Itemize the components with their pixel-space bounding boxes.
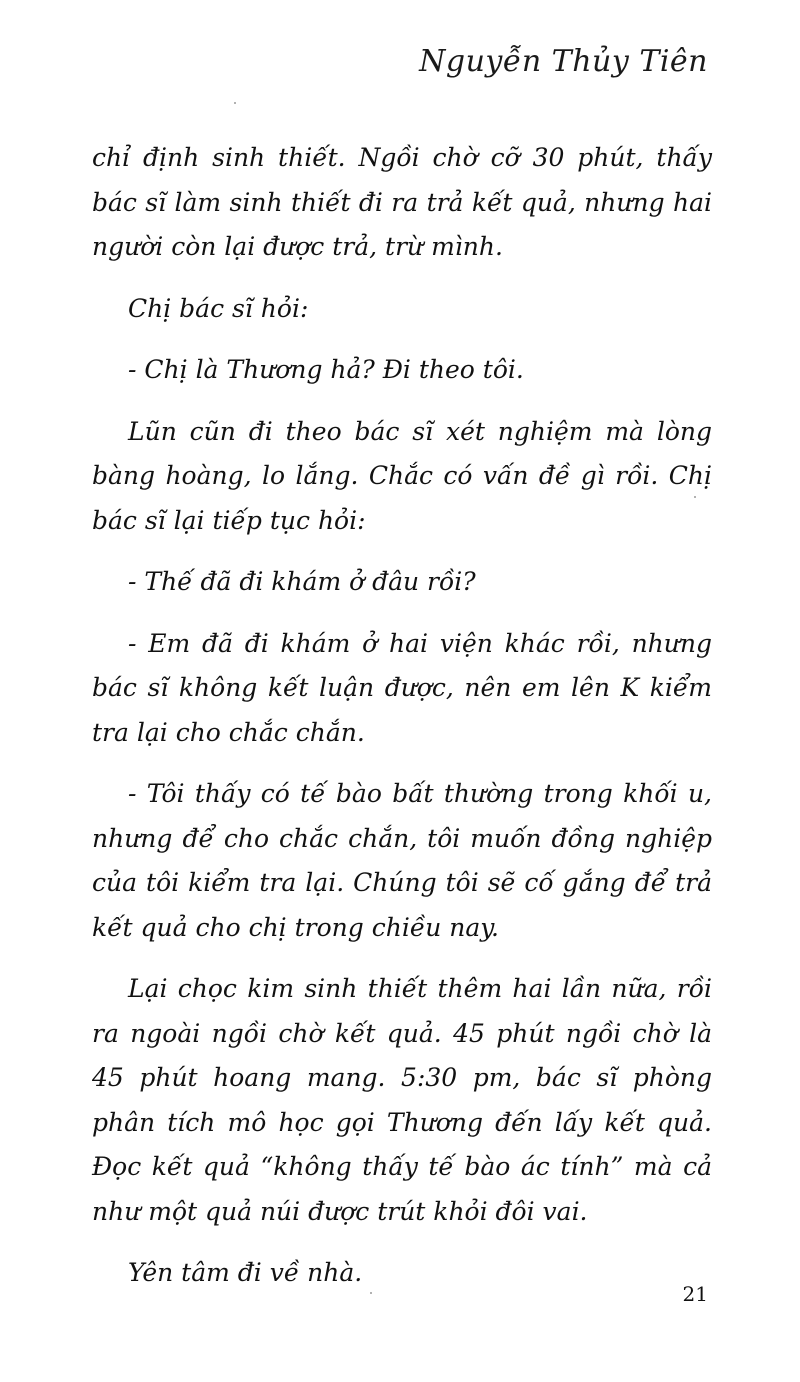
- running-head-author: Nguyễn Thủy Tiên: [419, 44, 708, 79]
- body-text: [92, 136, 712, 1313]
- print-speck: [694, 496, 696, 498]
- print-speck: [234, 102, 236, 104]
- paragraph-6: - Em đã đi khám ở hai viện khác rồi, nhưng bác sĩ không kết luận được, nên em lên K kiểm tra lại cho chắc chắn.: [92, 628, 712, 747]
- page-number: 21: [682, 1282, 708, 1306]
- paragraph-5: - Thế đã đi khám ở đâu rồi?: [128, 567, 476, 596]
- paragraph-4: Lũn cũn đi theo bác sĩ xét nghiệm mà lòng bàng hoàng, lo lắng. Chắc có vấn đề gì rồi. Chị bác sĩ lại tiếp tục hỏi:: [92, 416, 712, 535]
- paragraph-2: Chị bác sĩ hỏi:: [128, 293, 309, 323]
- paragraph-7: - Tôi thấy có tế bào bất thường trong khối u, nhưng để cho chắc chắn, tôi muốn đồng nghiệp của tôi kiểm tra lại. Chúng tôi sẽ cố gắng để trả kết quả cho chị trong chiều nay.: [92, 779, 712, 942]
- paragraph-1: chỉ định sinh thiết. Ngồi chờ cỡ 30 phút, thấy bác sĩ làm sinh thiết đi ra trả kết quả, nhưng hai người còn lại được trả, trừ mình.: [92, 143, 712, 261]
- print-speck: [370, 1292, 372, 1294]
- paragraph-3: - Chị là Thương hả? Đi theo tôi.: [128, 355, 524, 384]
- paragraph-9: Yên tâm đi về nhà.: [128, 1258, 363, 1287]
- paragraph-8: Lại chọc kim sinh thiết thêm hai lần nữa, rồi ra ngoài ngồi chờ kết quả. 45 phút ngồi chờ là 45 phút hoang mang. 5:30 pm, bác sĩ phòng phân tích mô học gọi Thương đến lấy kết quả. Đọc kết quả “không thấy tế bào ác tính” mà cả như một quả núi được trút khỏi đôi vai.: [92, 974, 712, 1226]
